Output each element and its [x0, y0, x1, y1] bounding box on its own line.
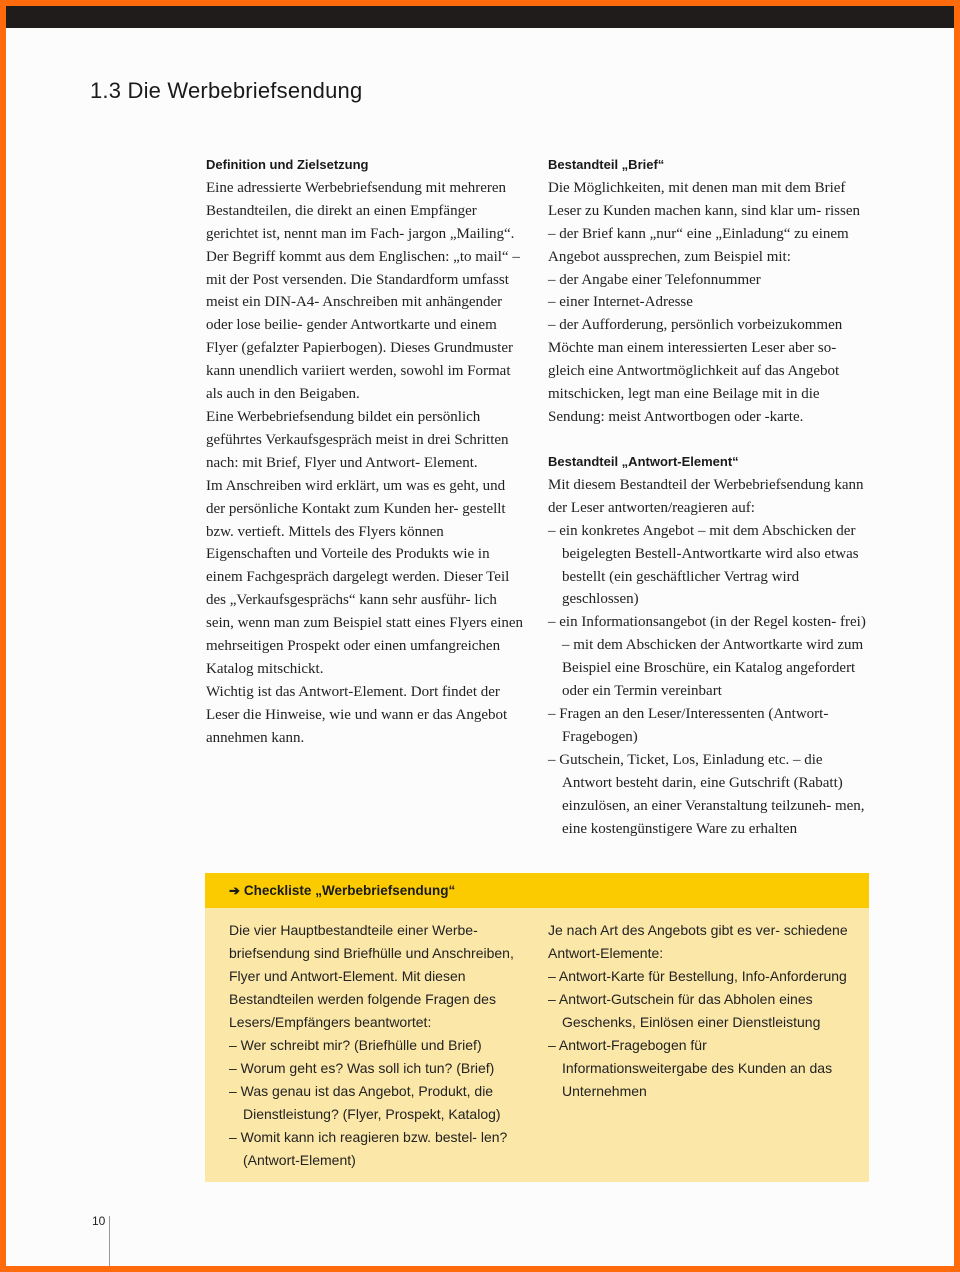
checklist-right — [548, 919, 848, 1103]
page-number-divider — [109, 1216, 110, 1266]
list-item: – Fragen an den Leser/Interessenten (Antwort- Fragebogen) — [548, 705, 829, 745]
list-item: – Womit kann ich reagieren bzw. bestel- len? (Antwort-Element) — [229, 1129, 508, 1168]
paragraph: Eine Werbebriefsendung bildet ein persönlich geführtes Verkaufsgespräch meist in drei Schritten nach: mit Brief, Flyer und Antwort- Element. — [206, 408, 509, 471]
paragraph: Im Anschreiben wird erklärt, um was es geht, und der persönliche Kontakt zum Kunden her- gestellt bzw. vertieft. Mittels des Flyers können Eigenschaften und Vorteile des Produkts wie in einem Fachgespräch dargelegt werden. Dieser Teil des „Verkaufsgesprächs“ kann sehr ausführ- lich sein, wenn man zum Beispiel statt eines Flyers einen mehrseitigen Prospekt oder einen umfangreichen Katalog mitschickt. — [206, 477, 524, 677]
brief-heading: Bestandteil „Brief“ — [548, 157, 665, 172]
paragraph: Wichtig ist das Antwort-Element. Dort findet der Leser die Hinweise, wie und wann er das Angebot annehmen kann. — [206, 683, 508, 746]
paragraph: Die Möglichkeiten, mit denen man mit dem Brief Leser zu Kunden machen kann, sind klar um- rissen – der Brief kann „nur“ eine „Einladung“ zu einem Angebot aussprechen, zum Beispiel mit: — [548, 179, 860, 265]
paragraph: Eine adressierte Werbebriefsendung mit mehreren Bestandteilen, die direkt an einen Empfänger gerichtet ist, nennt man im Fach- jargon „Mailing“. Der Begriff kommt aus dem Englischen: „to mail“ – mit der Post versenden. Die Standardform umfasst meist ein DIN-A4- Anschreiben mit anhängender oder lose beilie- gender Antwortkarte und einem Flyer (gefalzter Papierbogen). Dieses Grundmuster kann unendlich variiert werden, sowohl im Format als auch in den Beigaben. — [206, 179, 520, 403]
list-item: – Antwort-Fragebogen für Informationsweitergabe des Kunden an das Unternehmen — [548, 1037, 833, 1099]
paragraph: Die vier Hauptbestandteile einer Werbe- briefsendung sind Briefhülle und Anschreiben, Flyer und Antwort-Element. Mit diesen Bestandteilen werden folgende Fragen des Lesers/Empfängers beantwortet: — [229, 922, 514, 1030]
list-item: – der Aufforderung, persönlich vorbeizukommen — [548, 317, 843, 334]
antwort-section — [548, 451, 866, 840]
checklist-box — [205, 873, 869, 1182]
list-item: – Wer schreibt mir? (Briefhülle und Brief) — [229, 1037, 482, 1053]
paragraph: Je nach Art des Angebots gibt es ver- schiedene Antwort-Elemente: — [548, 922, 848, 961]
page-number: 10 — [92, 1214, 106, 1228]
page — [6, 6, 954, 1266]
list-item: – ein Informationsangebot (in der Regel kosten- frei) – mit dem Abschicken der Antwortkarte wird zum Beispiel eine Broschüre, ein Katalog angefordert oder ein Termin vereinbart — [548, 614, 866, 700]
definition-heading: Definition und Zielsetzung — [206, 157, 369, 172]
list-item: – einer Internet-Adresse — [548, 294, 693, 311]
list-item: – Was genau ist das Angebot, Produkt, die Dienstleistung? (Flyer, Prospekt, Katalog) — [229, 1083, 501, 1122]
list-item: – Antwort-Gutschein für das Abholen eines Geschenks, Einlösen einer Dienstleistung — [548, 991, 821, 1030]
checklist-title: Checkliste „Werbebriefsendung“ — [243, 883, 456, 898]
paragraph: Mit diesem Bestandteil der Werbebriefsendung kann der Leser antworten/reagieren auf: — [548, 476, 864, 516]
page-title: 1.3 Die Werbebriefsendung — [90, 78, 363, 103]
list-item: – Antwort-Karte für Bestellung, Info-Anforderung — [548, 968, 847, 984]
list-item: – Worum geht es? Was soll ich tun? (Brief) — [229, 1060, 495, 1076]
definition-column — [206, 154, 526, 750]
top-bar — [6, 6, 954, 28]
arrow-right-icon: ➔ — [229, 882, 240, 898]
checklist-header — [205, 873, 869, 908]
paragraph: Möchte man einem interessierten Leser aber so- gleich eine Antwortmöglichkeit auf das Angebot mitschicken, legt man eine Beilage mit in die Sendung: meist Antwortbogen oder -karte. — [548, 340, 840, 425]
antwort-heading: Bestandteil „Antwort-Element“ — [548, 454, 739, 469]
brief-section — [548, 154, 866, 429]
list-item: – der Angabe einer Telefonnummer — [548, 271, 761, 288]
list-item: – Gutschein, Ticket, Los, Einladung etc. – die Antwort besteht darin, eine Gutschrift (Rabatt) einzulösen, an einer Veranstaltung teilzuneh- men, eine kostengünstigere Ware zu erhalten — [548, 751, 865, 837]
list-item: – ein konkretes Angebot – mit dem Abschicken der beigelegten Bestell-Antwortkarte wird also etwas bestellt (ein geschäftlicher Vertrag wird geschlossen) — [548, 522, 859, 608]
checklist-left — [229, 919, 529, 1172]
